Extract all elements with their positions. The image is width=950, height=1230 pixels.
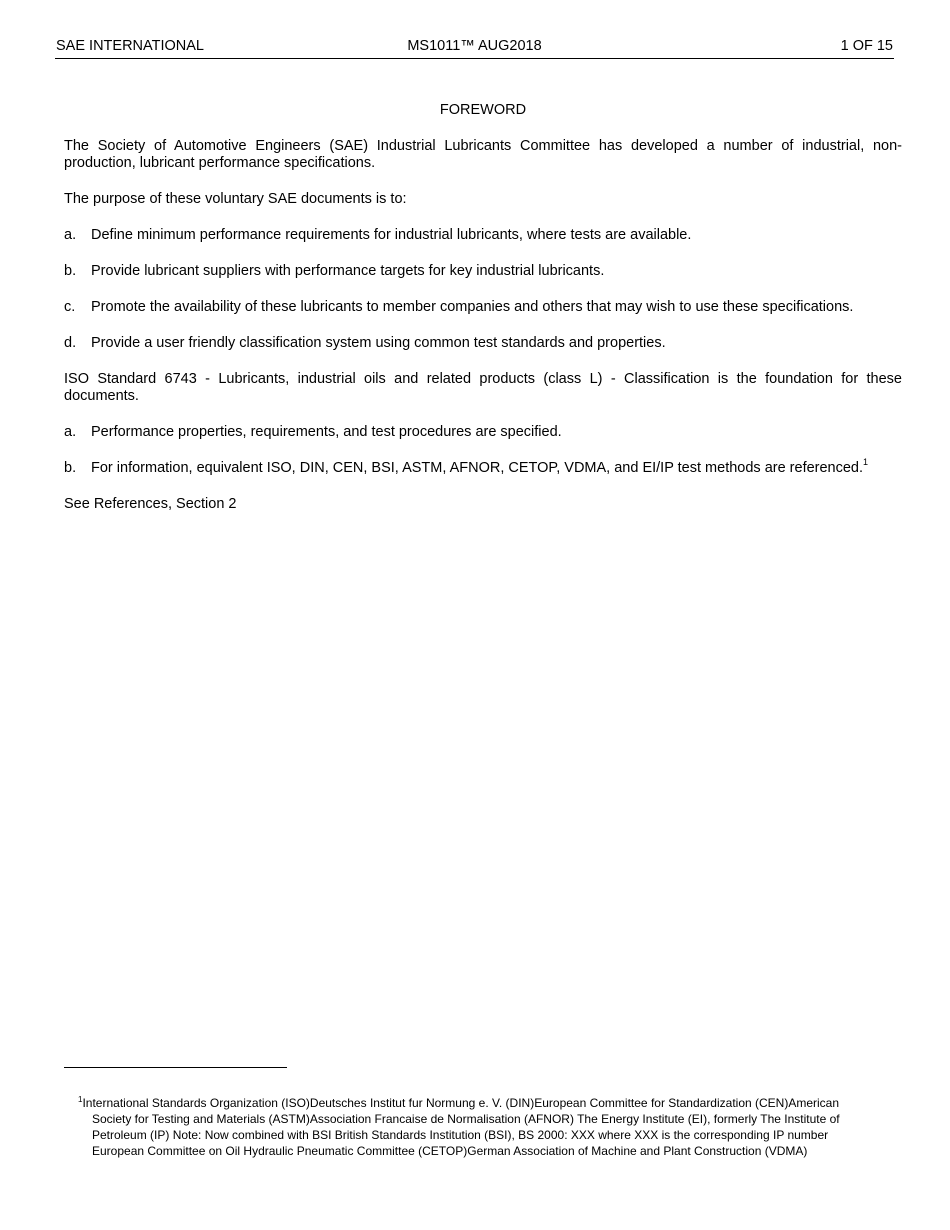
- footnote-line: [78, 1095, 873, 1111]
- list-letter: b.: [64, 263, 77, 279]
- header-document-id: MS1011™ AUG2018: [407, 38, 542, 54]
- list-letter: a.: [64, 424, 77, 440]
- intro-paragraph: The Society of Automotive Engineers (SAE) Industrial Lubricants Committee has developed a number of industrial, non-production, lubricant performance specifications.: [64, 138, 902, 171]
- list-item: [64, 299, 902, 316]
- footnote: [78, 1095, 873, 1159]
- list-item: [64, 227, 902, 244]
- list-text: Provide a user friendly classification system using common test standards and properties.: [91, 335, 666, 351]
- list-text: Promote the availability of these lubricants to member companies and others that may wish to use these specifications.: [91, 299, 854, 315]
- list-text: Performance properties, requirements, and test procedures are specified.: [91, 424, 562, 440]
- list-item: [64, 457, 902, 477]
- list-item: [64, 424, 902, 441]
- see-references: See References, Section 2: [64, 496, 237, 512]
- footnote-reference[interactable]: 1: [863, 457, 869, 468]
- footnote-mark: 1: [78, 1095, 83, 1104]
- section-title: FOREWORD: [439, 102, 527, 118]
- list-letter: b.: [64, 460, 77, 476]
- list-letter: c.: [64, 299, 76, 315]
- footnote-line: European Committee on Oil Hydraulic Pneumatic Committee (CETOP)German Association of Machine and Plant Construction (VDMA): [92, 1144, 808, 1158]
- iso-paragraph: ISO Standard 6743 - Lubricants, industrial oils and related products (class L) - Classification is the foundation for these documents.: [64, 371, 902, 404]
- list-text: Define minimum performance requirements for industrial lubricants, where tests are available.: [91, 227, 692, 243]
- header-page-number: 1 OF 15: [840, 38, 893, 54]
- document-body: [64, 102, 902, 532]
- list-item: [64, 263, 902, 280]
- footnote-line: Society for Testing and Materials (ASTM)Association Francaise de Normalisation (AFNOR) The Energy Institute (EI), formerly The Institute of: [92, 1112, 840, 1126]
- purpose-paragraph: The purpose of these voluntary SAE documents is to:: [64, 191, 407, 207]
- footnote-divider: [64, 1067, 287, 1068]
- footnote-line: Petroleum (IP) Note: Now combined with BSI British Standards Institution (BSI), BS 2000: XXX where XXX is the corresponding IP number: [92, 1128, 829, 1142]
- list-item: [64, 335, 902, 352]
- list-letter: d.: [64, 335, 77, 351]
- list-text: Provide lubricant suppliers with performance targets for key industrial lubricants.: [91, 263, 605, 279]
- header-organization: SAE INTERNATIONAL: [56, 38, 204, 54]
- footnote-text: International Standards Organization (ISO)Deutsches Institut fur Normung e. V. (DIN)European Committee for Standardization (CEN)American: [82, 1096, 840, 1110]
- list-letter: a.: [64, 227, 77, 243]
- page-header: [55, 38, 894, 59]
- list-text: For information, equivalent ISO, DIN, CEN, BSI, ASTM, AFNOR, CETOP, VDMA, and EI/IP test methods are referenced.: [91, 460, 864, 476]
- list-text-with-footnote: [91, 457, 902, 477]
